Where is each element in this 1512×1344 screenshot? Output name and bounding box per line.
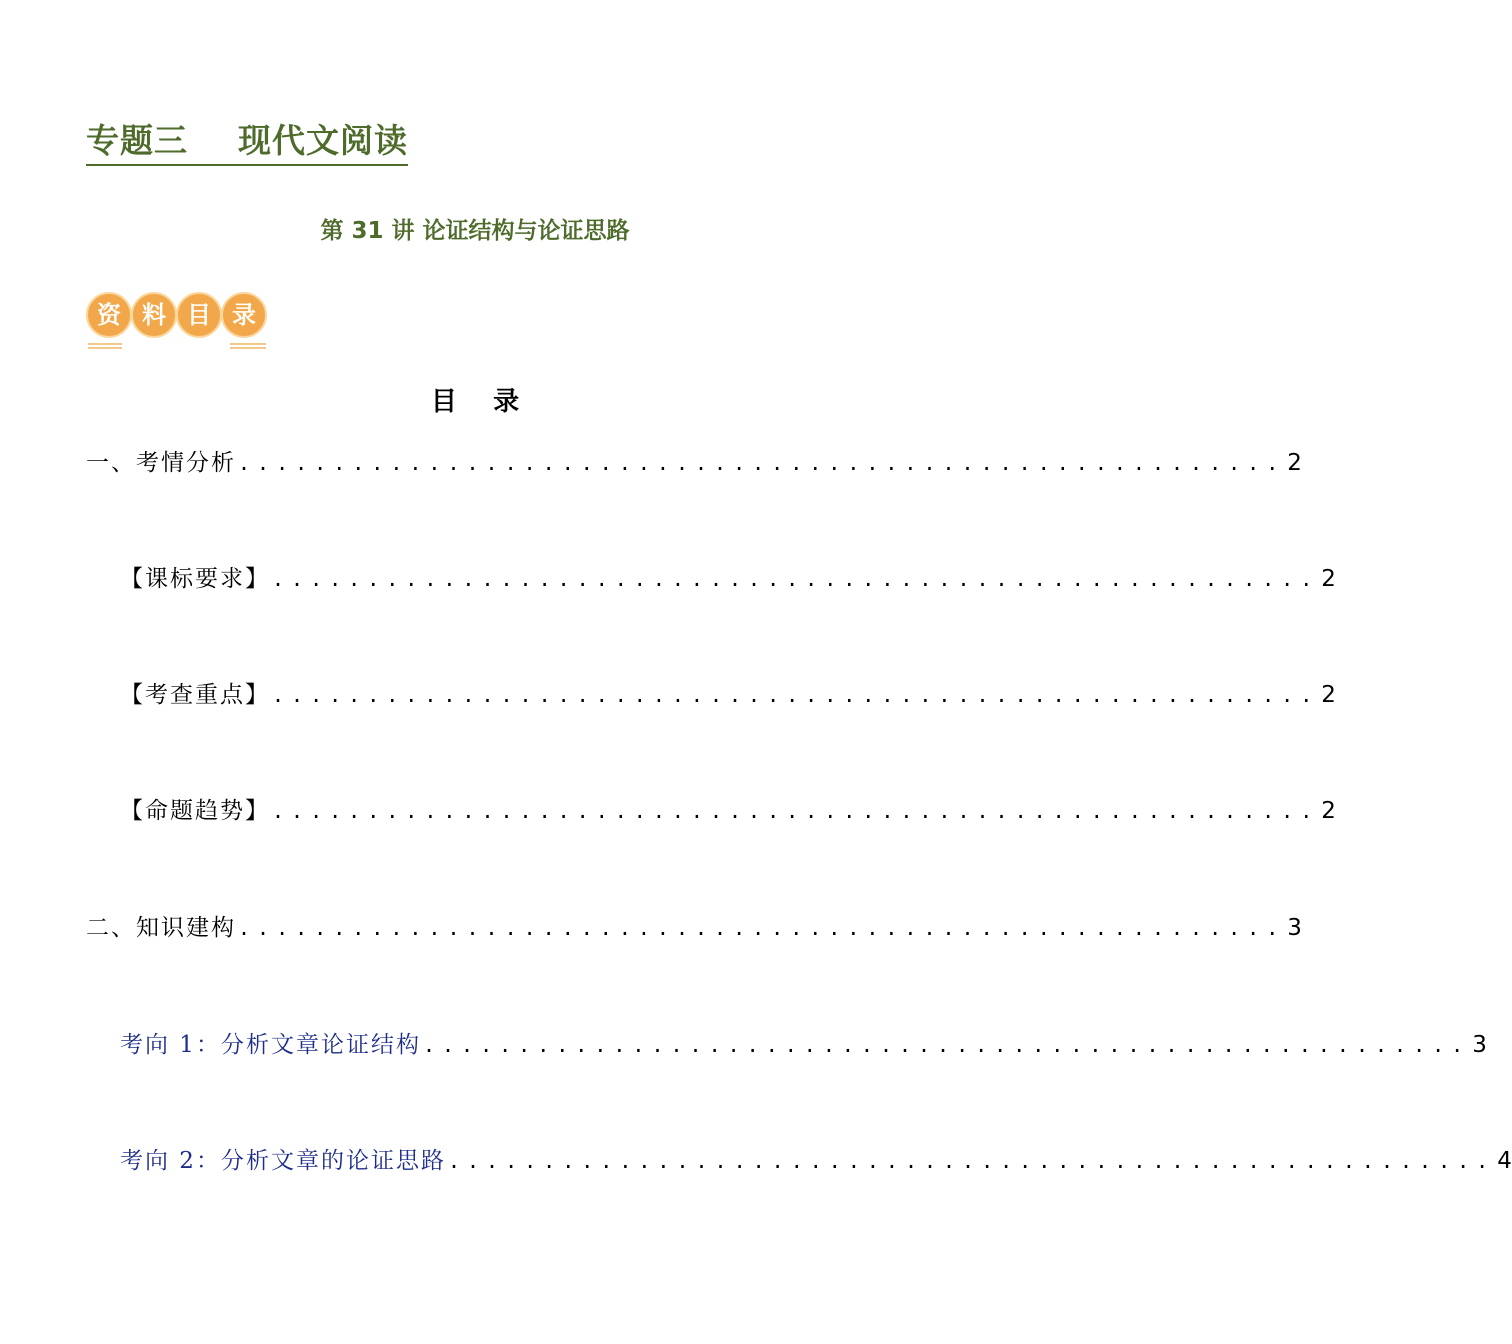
- toc-leader-dots: .......................................................: [447, 1149, 1496, 1173]
- toc-entry-exam-focus[interactable]: [120, 678, 1336, 712]
- toc-leader-dots: .......................................................: [272, 567, 1320, 591]
- toc-leader-dots: .......................................................: [272, 683, 1320, 707]
- toc-leader-dots: .......................................................: [238, 451, 1286, 475]
- toc-entry-label: 一、考情分析: [86, 450, 236, 476]
- topic-title: 专题三 现代文阅读: [86, 118, 408, 166]
- toc-page-number: 2: [1321, 566, 1336, 592]
- toc-entry-label: 【命题趋势】: [120, 798, 270, 824]
- toc-entry-label: 考向 1：分析文章论证结构: [120, 1032, 421, 1058]
- toc-page-number: 3: [1472, 1032, 1487, 1058]
- toc-entry-curriculum-requirements[interactable]: [120, 562, 1336, 596]
- badge-char-2: 料: [131, 292, 177, 338]
- toc-entry-knowledge-construction[interactable]: [86, 911, 1302, 945]
- toc-entry-label: 考向 2：分析文章的论证思路: [120, 1148, 446, 1174]
- badge-decor-line: [230, 343, 266, 345]
- badge-char-1: 资: [86, 292, 132, 338]
- toc-page-number: 2: [1321, 682, 1336, 708]
- badge-decor-line: [230, 347, 266, 349]
- toc-entry-exam-analysis[interactable]: [86, 446, 1302, 480]
- toc-leader-dots: .......................................................: [238, 916, 1286, 940]
- badge-decor-line: [88, 347, 122, 349]
- toc-leader-dots: .......................................................: [422, 1033, 1471, 1057]
- toc-page-number: 2: [1321, 798, 1336, 824]
- toc-heading: 目 录: [430, 387, 520, 417]
- toc-entry-question-trends[interactable]: [120, 794, 1336, 828]
- toc-leader-dots: .......................................................: [272, 799, 1320, 823]
- lecture-title: 第 31 讲 论证结构与论证思路: [320, 218, 630, 244]
- badge-decor-line: [88, 343, 122, 345]
- toc-entry-direction-1[interactable]: [120, 1028, 1487, 1062]
- toc-entry-label: 【课标要求】: [120, 566, 270, 592]
- resource-catalog-badge: [86, 292, 276, 352]
- toc-page-number: 4: [1497, 1148, 1512, 1174]
- toc-entry-label: 【考查重点】: [120, 682, 270, 708]
- badge-char-3: 目: [176, 292, 222, 338]
- badge-char-4: 录: [221, 292, 267, 338]
- toc-entry-label: 二、知识建构: [86, 915, 236, 941]
- toc-page-number: 3: [1287, 915, 1302, 941]
- toc-entry-direction-2[interactable]: [120, 1144, 1512, 1178]
- toc-page-number: 2: [1287, 450, 1302, 476]
